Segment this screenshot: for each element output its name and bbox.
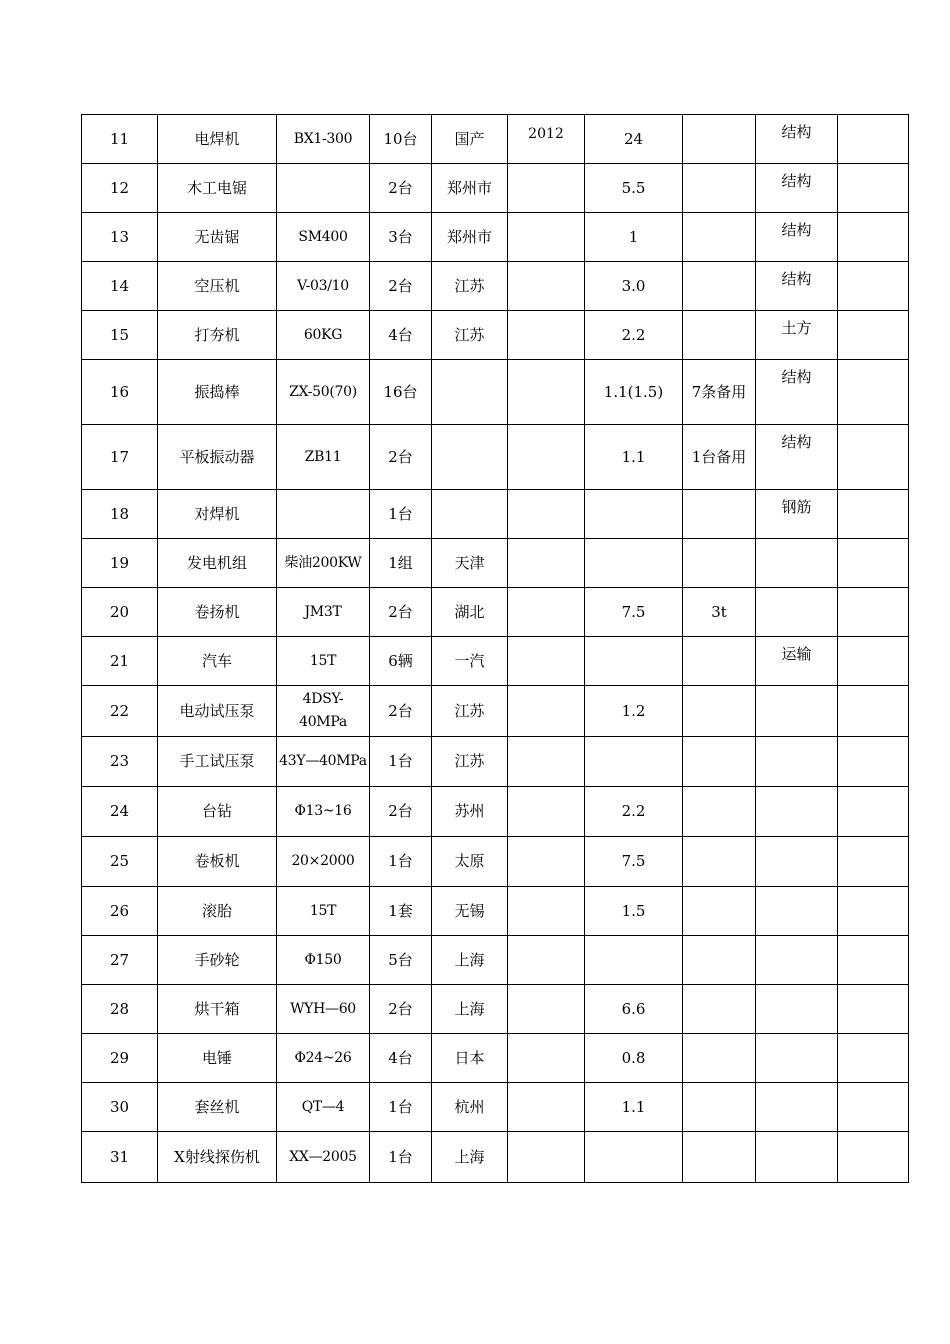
equipment-name-cell: 手工试压泵 [158, 737, 277, 787]
extra-cell [838, 360, 909, 425]
usage-cell [756, 1083, 838, 1132]
quantity-cell: 1台 [370, 490, 432, 539]
table-row [82, 737, 909, 787]
equipment-name-cell: 卷板机 [158, 837, 277, 887]
usage-cell [756, 539, 838, 588]
usage-cell [756, 1132, 838, 1183]
table-row [82, 936, 909, 985]
equipment-name-cell: 平板振动器 [158, 425, 277, 490]
year-cell: 2012 [508, 115, 585, 164]
note-cell [683, 490, 756, 539]
usage-cell: 结构 [756, 262, 838, 311]
quantity-cell: 2台 [370, 686, 432, 737]
year-cell [508, 787, 585, 837]
table-row [82, 539, 909, 588]
origin-cell: 无锡 [432, 887, 508, 936]
usage-cell: 结构 [756, 425, 838, 490]
table-row [82, 1034, 909, 1083]
note-cell [683, 637, 756, 686]
extra-cell [838, 887, 909, 936]
table-row [82, 837, 909, 887]
row-number-cell: 31 [82, 1132, 158, 1183]
row-number-cell: 19 [82, 539, 158, 588]
row-number-cell: 26 [82, 887, 158, 936]
spec-cell: Φ150 [277, 936, 370, 985]
table-row [82, 490, 909, 539]
quantity-cell: 1台 [370, 1083, 432, 1132]
table-row [82, 360, 909, 425]
equipment-name-cell: 套丝机 [158, 1083, 277, 1132]
quantity-cell: 4台 [370, 1034, 432, 1083]
year-cell [508, 213, 585, 262]
spec-cell: WYH—60 [277, 985, 370, 1034]
usage-cell: 结构 [756, 115, 838, 164]
extra-cell [838, 115, 909, 164]
spec-cell: 柴油200KW [277, 539, 370, 588]
power-cell [585, 1132, 683, 1183]
year-cell [508, 985, 585, 1034]
row-number-cell: 13 [82, 213, 158, 262]
equipment-name-cell: 汽车 [158, 637, 277, 686]
note-cell [683, 936, 756, 985]
table-row [82, 213, 909, 262]
power-cell: 7.5 [585, 837, 683, 887]
equipment-name-cell: 电锤 [158, 1034, 277, 1083]
origin-cell: 上海 [432, 1132, 508, 1183]
note-cell [683, 311, 756, 360]
extra-cell [838, 936, 909, 985]
year-cell [508, 686, 585, 737]
spec-cell: 15T [277, 637, 370, 686]
power-cell: 1 [585, 213, 683, 262]
table-body [82, 115, 909, 1183]
origin-cell: 郑州市 [432, 164, 508, 213]
note-cell [683, 737, 756, 787]
row-number-cell: 21 [82, 637, 158, 686]
extra-cell [838, 539, 909, 588]
table-row [82, 787, 909, 837]
row-number-cell: 20 [82, 588, 158, 637]
equipment-name-cell: 振捣棒 [158, 360, 277, 425]
origin-cell: 上海 [432, 936, 508, 985]
row-number-cell: 11 [82, 115, 158, 164]
spec-cell: V-03/10 [277, 262, 370, 311]
quantity-cell: 1组 [370, 539, 432, 588]
quantity-cell: 2台 [370, 164, 432, 213]
extra-cell [838, 164, 909, 213]
usage-cell: 土方 [756, 311, 838, 360]
year-cell [508, 311, 585, 360]
equipment-name-cell: 对焊机 [158, 490, 277, 539]
row-number-cell: 12 [82, 164, 158, 213]
year-cell [508, 887, 585, 936]
quantity-cell: 1套 [370, 887, 432, 936]
row-number-cell: 18 [82, 490, 158, 539]
origin-cell: 杭州 [432, 1083, 508, 1132]
table-row [82, 425, 909, 490]
power-cell: 2.2 [585, 787, 683, 837]
table-row [82, 686, 909, 737]
power-cell: 1.1(1.5) [585, 360, 683, 425]
power-cell: 1.1 [585, 425, 683, 490]
note-cell [683, 213, 756, 262]
usage-cell: 运输 [756, 637, 838, 686]
extra-cell [838, 837, 909, 887]
spec-cell: ZX-50(70) [277, 360, 370, 425]
table-row [82, 985, 909, 1034]
extra-cell [838, 985, 909, 1034]
year-cell [508, 936, 585, 985]
note-cell: 3t [683, 588, 756, 637]
origin-cell: 江苏 [432, 311, 508, 360]
origin-cell: 郑州市 [432, 213, 508, 262]
origin-cell: 江苏 [432, 686, 508, 737]
quantity-cell: 2台 [370, 787, 432, 837]
spec-cell: XX—2005 [277, 1132, 370, 1183]
quantity-cell: 1台 [370, 837, 432, 887]
power-cell: 3.0 [585, 262, 683, 311]
spec-cell: 15T [277, 887, 370, 936]
equipment-name-cell: 木工电锯 [158, 164, 277, 213]
year-cell [508, 360, 585, 425]
row-number-cell: 27 [82, 936, 158, 985]
year-cell [508, 490, 585, 539]
table-row [82, 311, 909, 360]
equipment-table [81, 114, 909, 1183]
spec-cell: 20×2000 [277, 837, 370, 887]
equipment-name-cell: 电焊机 [158, 115, 277, 164]
power-cell: 7.5 [585, 588, 683, 637]
usage-cell [756, 985, 838, 1034]
power-cell [585, 539, 683, 588]
extra-cell [838, 425, 909, 490]
extra-cell [838, 787, 909, 837]
equipment-name-cell: X射线探伤机 [158, 1132, 277, 1183]
origin-cell: 苏州 [432, 787, 508, 837]
spec-cell: QT—4 [277, 1083, 370, 1132]
usage-cell: 结构 [756, 213, 838, 262]
power-cell: 5.5 [585, 164, 683, 213]
usage-cell [756, 1034, 838, 1083]
year-cell [508, 637, 585, 686]
power-cell: 6.6 [585, 985, 683, 1034]
power-cell [585, 490, 683, 539]
year-cell [508, 588, 585, 637]
year-cell [508, 262, 585, 311]
power-cell: 1.1 [585, 1083, 683, 1132]
usage-cell [756, 787, 838, 837]
row-number-cell: 22 [82, 686, 158, 737]
note-cell [683, 1132, 756, 1183]
row-number-cell: 14 [82, 262, 158, 311]
power-cell: 0.8 [585, 1034, 683, 1083]
usage-cell [756, 588, 838, 637]
origin-cell: 太原 [432, 837, 508, 887]
spec-cell: JM3T [277, 588, 370, 637]
extra-cell [838, 213, 909, 262]
table-row [82, 1083, 909, 1132]
quantity-cell: 10台 [370, 115, 432, 164]
equipment-name-cell: 台钻 [158, 787, 277, 837]
origin-cell: 江苏 [432, 737, 508, 787]
note-cell [683, 887, 756, 936]
table-row [82, 887, 909, 936]
spec-cell [277, 164, 370, 213]
row-number-cell: 17 [82, 425, 158, 490]
row-number-cell: 29 [82, 1034, 158, 1083]
quantity-cell: 2台 [370, 262, 432, 311]
quantity-cell: 16台 [370, 360, 432, 425]
note-cell [683, 1083, 756, 1132]
spec-cell: 4DSY-40MPa [277, 686, 370, 737]
power-cell [585, 936, 683, 985]
quantity-cell: 1台 [370, 737, 432, 787]
quantity-cell: 6辆 [370, 637, 432, 686]
usage-cell [756, 837, 838, 887]
extra-cell [838, 1034, 909, 1083]
year-cell [508, 837, 585, 887]
table-row [82, 262, 909, 311]
year-cell [508, 425, 585, 490]
origin-cell: 江苏 [432, 262, 508, 311]
note-cell [683, 985, 756, 1034]
extra-cell [838, 737, 909, 787]
equipment-name-cell: 发电机组 [158, 539, 277, 588]
extra-cell [838, 588, 909, 637]
extra-cell [838, 637, 909, 686]
spec-cell: SM400 [277, 213, 370, 262]
note-cell [683, 115, 756, 164]
spec-cell: Φ13~16 [277, 787, 370, 837]
spec-cell: Φ24~26 [277, 1034, 370, 1083]
usage-cell [756, 936, 838, 985]
year-cell [508, 539, 585, 588]
usage-cell [756, 887, 838, 936]
extra-cell [838, 1083, 909, 1132]
note-cell [683, 837, 756, 887]
row-number-cell: 24 [82, 787, 158, 837]
quantity-cell: 3台 [370, 213, 432, 262]
origin-cell: 一汽 [432, 637, 508, 686]
usage-cell: 钢筋 [756, 490, 838, 539]
equipment-name-cell: 手砂轮 [158, 936, 277, 985]
table-row [82, 637, 909, 686]
year-cell [508, 1132, 585, 1183]
quantity-cell: 4台 [370, 311, 432, 360]
power-cell: 1.2 [585, 686, 683, 737]
origin-cell [432, 360, 508, 425]
equipment-name-cell: 打夯机 [158, 311, 277, 360]
note-cell [683, 1034, 756, 1083]
row-number-cell: 30 [82, 1083, 158, 1132]
equipment-name-cell: 卷扬机 [158, 588, 277, 637]
origin-cell: 国产 [432, 115, 508, 164]
origin-cell: 天津 [432, 539, 508, 588]
year-cell [508, 1083, 585, 1132]
row-number-cell: 16 [82, 360, 158, 425]
equipment-name-cell: 电动试压泵 [158, 686, 277, 737]
quantity-cell: 2台 [370, 985, 432, 1034]
note-cell [683, 539, 756, 588]
quantity-cell: 5台 [370, 936, 432, 985]
extra-cell [838, 1132, 909, 1183]
note-cell: 7条备用 [683, 360, 756, 425]
note-cell [683, 787, 756, 837]
usage-cell: 结构 [756, 164, 838, 213]
note-cell: 1台备用 [683, 425, 756, 490]
usage-cell: 结构 [756, 360, 838, 425]
table-row [82, 164, 909, 213]
spec-cell: BX1-300 [277, 115, 370, 164]
spec-cell: 43Y—40MPa [277, 737, 370, 787]
quantity-cell: 1台 [370, 1132, 432, 1183]
year-cell [508, 737, 585, 787]
power-cell: 24 [585, 115, 683, 164]
year-cell [508, 164, 585, 213]
row-number-cell: 23 [82, 737, 158, 787]
origin-cell: 日本 [432, 1034, 508, 1083]
spec-cell [277, 490, 370, 539]
equipment-name-cell: 无齿锯 [158, 213, 277, 262]
note-cell [683, 262, 756, 311]
spec-cell: 60KG [277, 311, 370, 360]
table-row [82, 1132, 909, 1183]
power-cell [585, 737, 683, 787]
note-cell [683, 164, 756, 213]
note-cell [683, 686, 756, 737]
power-cell: 1.5 [585, 887, 683, 936]
table-row [82, 588, 909, 637]
power-cell: 2.2 [585, 311, 683, 360]
power-cell [585, 637, 683, 686]
spec-cell: ZB11 [277, 425, 370, 490]
equipment-name-cell: 滚胎 [158, 887, 277, 936]
row-number-cell: 15 [82, 311, 158, 360]
row-number-cell: 25 [82, 837, 158, 887]
extra-cell [838, 262, 909, 311]
extra-cell [838, 686, 909, 737]
origin-cell [432, 425, 508, 490]
quantity-cell: 2台 [370, 588, 432, 637]
usage-cell [756, 737, 838, 787]
origin-cell: 湖北 [432, 588, 508, 637]
equipment-name-cell: 烘干箱 [158, 985, 277, 1034]
extra-cell [838, 490, 909, 539]
year-cell [508, 1034, 585, 1083]
row-number-cell: 28 [82, 985, 158, 1034]
table-row [82, 115, 909, 164]
quantity-cell: 2台 [370, 425, 432, 490]
origin-cell: 上海 [432, 985, 508, 1034]
usage-cell [756, 686, 838, 737]
extra-cell [838, 311, 909, 360]
equipment-name-cell: 空压机 [158, 262, 277, 311]
origin-cell [432, 490, 508, 539]
